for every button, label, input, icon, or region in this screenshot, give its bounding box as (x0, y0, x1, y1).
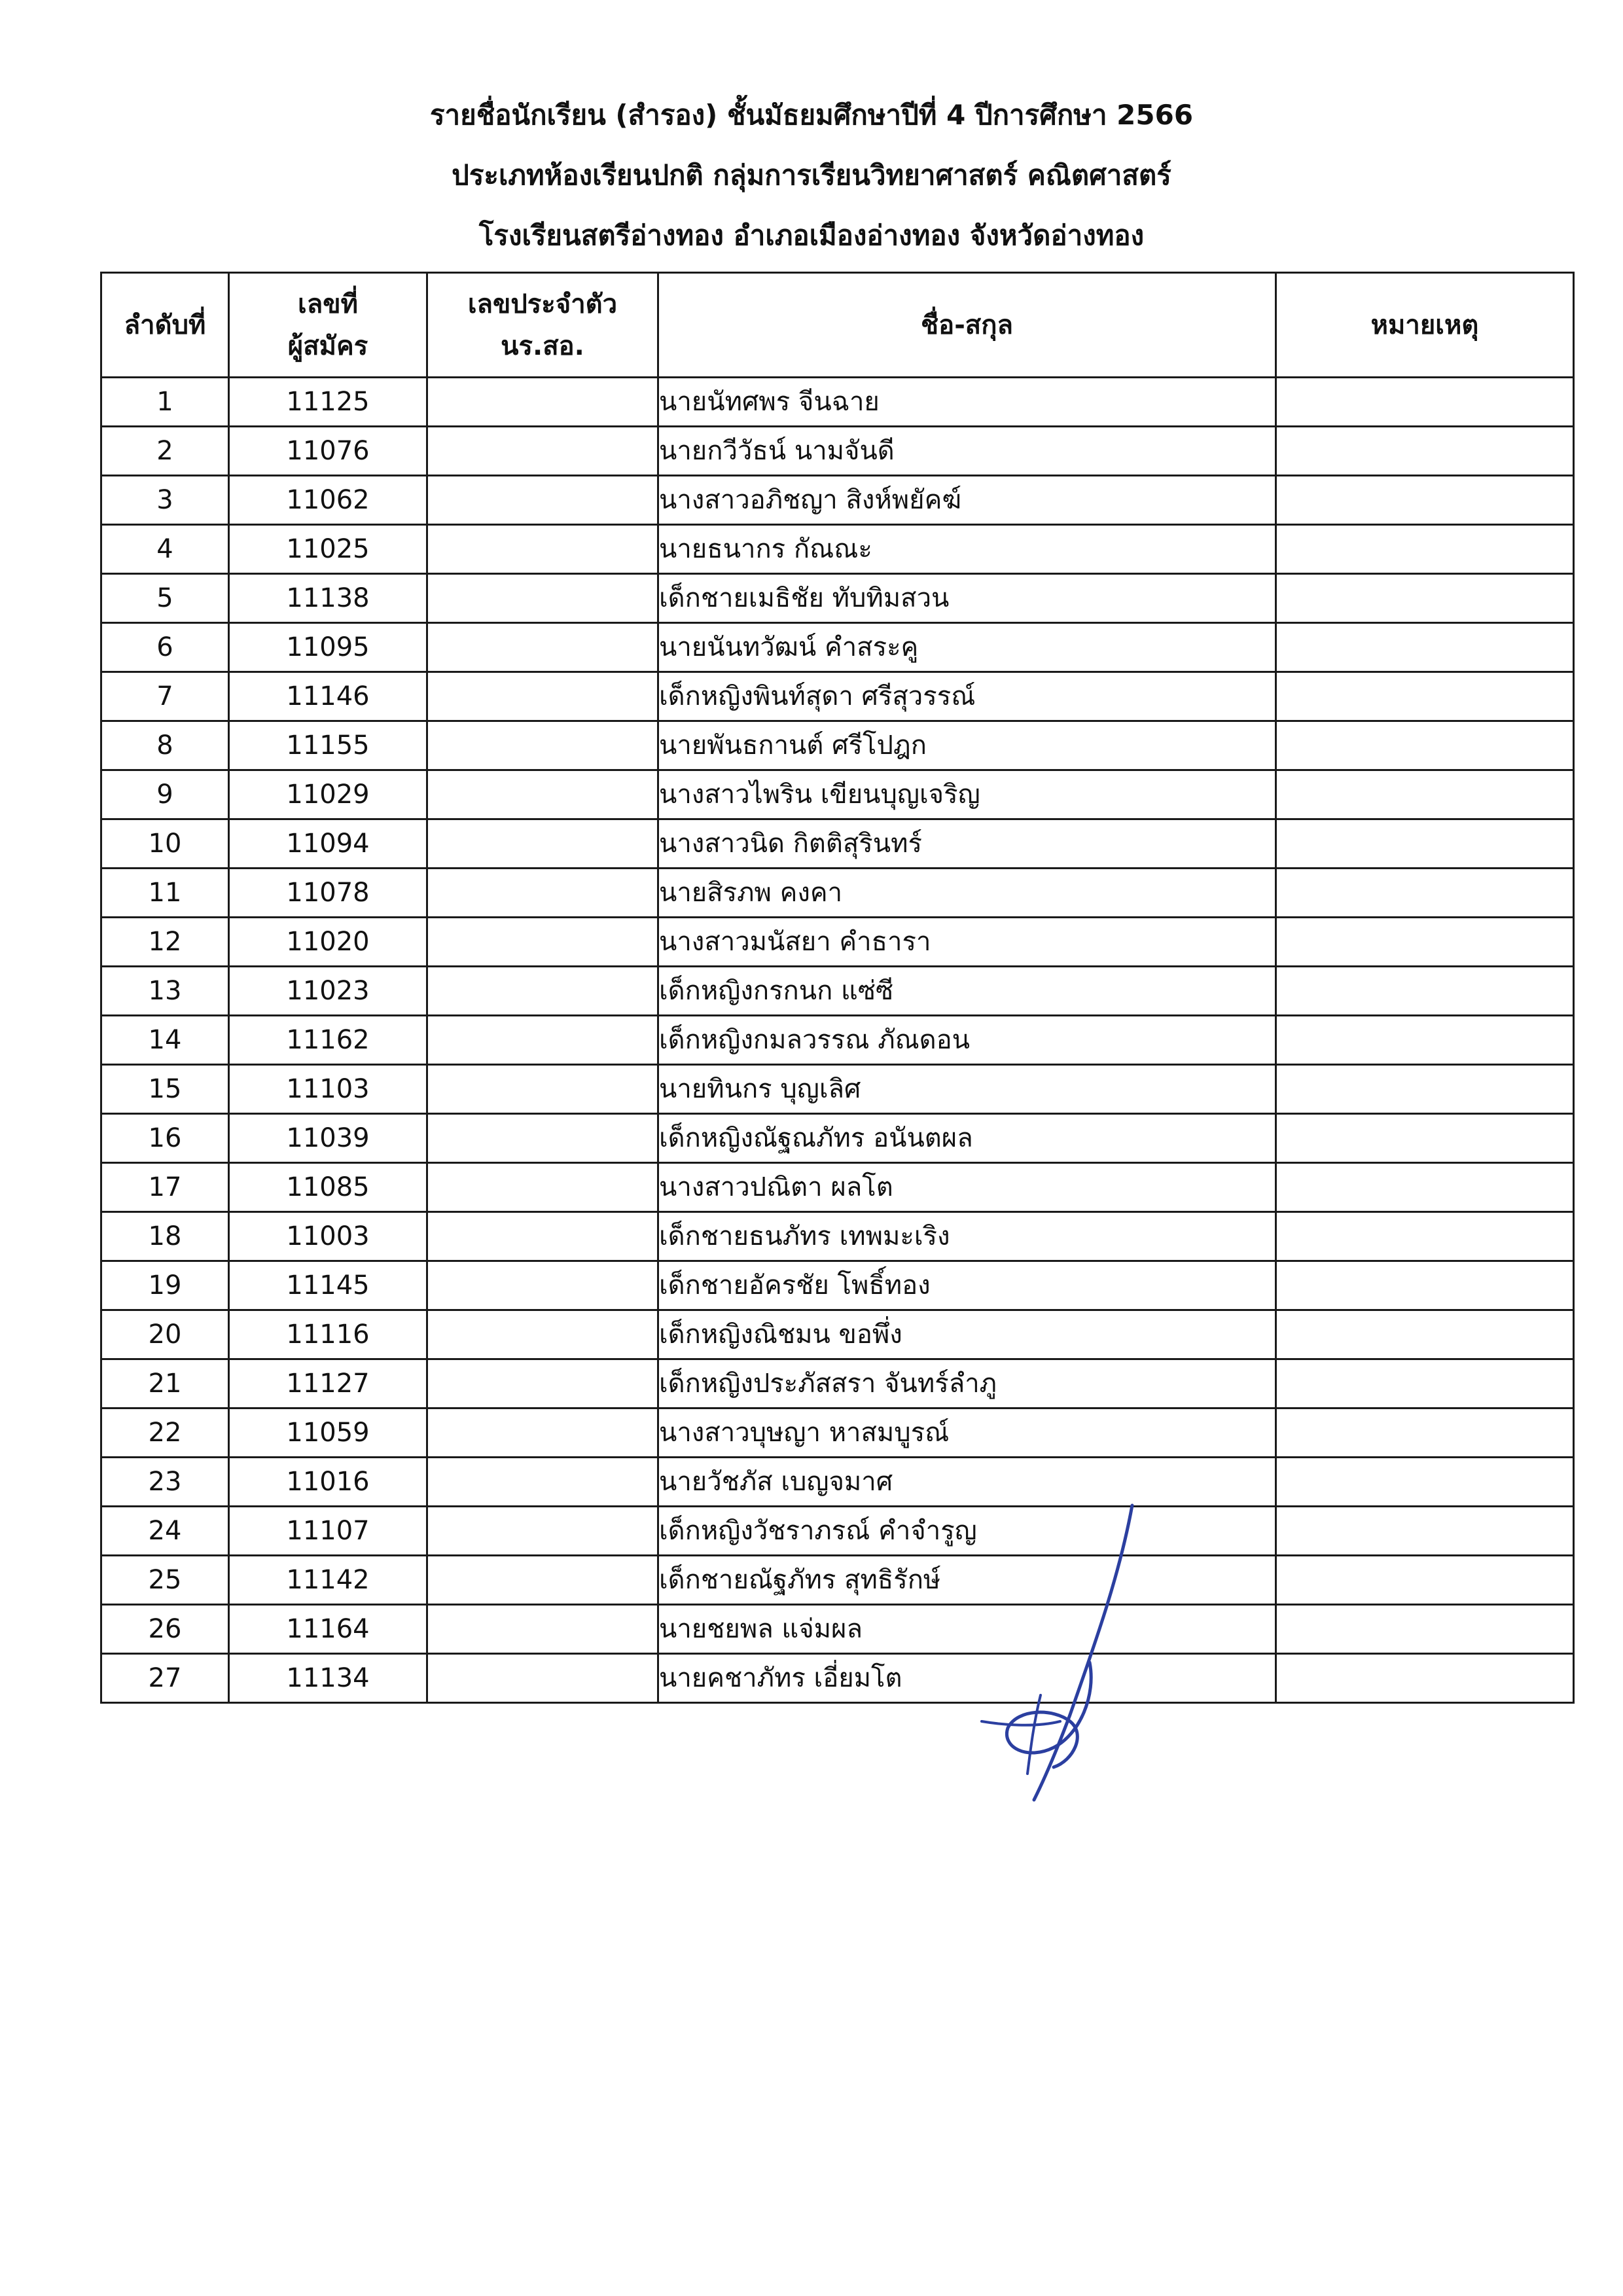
row-remark (1276, 918, 1574, 967)
table-row (101, 378, 1574, 427)
row-applicant-no: 11085 (229, 1163, 427, 1212)
row-remark (1276, 1016, 1574, 1065)
row-remark (1276, 770, 1574, 819)
row-student-id (427, 1114, 658, 1163)
document-header (0, 85, 1623, 266)
row-applicant-no: 11078 (229, 869, 427, 918)
row-remark (1276, 869, 1574, 918)
row-name: เด็กชายณัฐภัทร สุทธิรักษ์ (658, 1556, 1276, 1605)
table-row (101, 1016, 1574, 1065)
table-row (101, 1605, 1574, 1654)
row-name: นางสาวมนัสยา คำธารา (658, 918, 1276, 967)
table-row (101, 918, 1574, 967)
student-list-table (100, 272, 1575, 1704)
row-order: 23 (101, 1458, 229, 1507)
row-applicant-no: 11134 (229, 1654, 427, 1703)
table-row (101, 721, 1574, 770)
row-remark (1276, 1507, 1574, 1556)
row-student-id (427, 1359, 658, 1408)
row-name: เด็กชายอัครชัย โพธิ์ทอง (658, 1261, 1276, 1310)
row-applicant-no: 11059 (229, 1408, 427, 1458)
row-name: เด็กหญิงพินท์สุดา ศรีสุวรรณ์ (658, 672, 1276, 721)
row-applicant-no: 11062 (229, 476, 427, 525)
table-row (101, 476, 1574, 525)
row-student-id (427, 1261, 658, 1310)
row-student-id (427, 378, 658, 427)
row-remark (1276, 1212, 1574, 1261)
row-remark (1276, 525, 1574, 574)
table-row (101, 967, 1574, 1016)
row-name: เด็กหญิงกมลวรรณ ภัณดอน (658, 1016, 1276, 1065)
table-row (101, 672, 1574, 721)
row-order: 20 (101, 1310, 229, 1359)
row-name: นายนันทวัฒน์ คำสระคู (658, 623, 1276, 672)
row-order: 13 (101, 967, 229, 1016)
row-name: เด็กชายธนภัทร เทพมะเริง (658, 1212, 1276, 1261)
row-order: 14 (101, 1016, 229, 1065)
row-applicant-no: 11162 (229, 1016, 427, 1065)
row-name: เด็กหญิงประภัสสรา จันทร์ลำภู (658, 1359, 1276, 1408)
row-applicant-no: 11116 (229, 1310, 427, 1359)
row-student-id (427, 1605, 658, 1654)
row-student-id (427, 1458, 658, 1507)
row-name: นายธนากร กัณณะ (658, 525, 1276, 574)
row-applicant-no: 11095 (229, 623, 427, 672)
row-name: นายพันธกานต์ ศรีโปฎก (658, 721, 1276, 770)
row-remark (1276, 1163, 1574, 1212)
row-remark (1276, 672, 1574, 721)
row-remark (1276, 1654, 1574, 1703)
row-remark (1276, 623, 1574, 672)
row-remark (1276, 427, 1574, 476)
row-applicant-no: 11138 (229, 574, 427, 623)
row-student-id (427, 574, 658, 623)
row-order: 3 (101, 476, 229, 525)
row-order: 7 (101, 672, 229, 721)
row-name: นายสิรภพ คงคา (658, 869, 1276, 918)
row-student-id (427, 1408, 658, 1458)
row-order: 4 (101, 525, 229, 574)
row-remark (1276, 378, 1574, 427)
row-name: นายคชาภัทร เอี่ยมโต (658, 1654, 1276, 1703)
row-student-id (427, 1016, 658, 1065)
header-order: ลำดับที่ (101, 273, 229, 378)
header-name: ชื่อ-สกุล (658, 273, 1276, 378)
row-order: 25 (101, 1556, 229, 1605)
row-remark (1276, 1114, 1574, 1163)
table-row (101, 770, 1574, 819)
row-order: 22 (101, 1408, 229, 1458)
row-remark (1276, 574, 1574, 623)
table-row (101, 1556, 1574, 1605)
row-remark (1276, 967, 1574, 1016)
row-remark (1276, 476, 1574, 525)
table-row (101, 819, 1574, 869)
row-order: 1 (101, 378, 229, 427)
row-student-id (427, 721, 658, 770)
row-order: 26 (101, 1605, 229, 1654)
table-row (101, 1114, 1574, 1163)
row-applicant-no: 11125 (229, 378, 427, 427)
row-student-id (427, 672, 658, 721)
row-student-id (427, 967, 658, 1016)
row-order: 8 (101, 721, 229, 770)
header-remark: หมายเหตุ (1276, 273, 1574, 378)
row-student-id (427, 1212, 658, 1261)
table-row (101, 1065, 1574, 1114)
row-applicant-no: 11145 (229, 1261, 427, 1310)
row-student-id (427, 1507, 658, 1556)
row-order: 10 (101, 819, 229, 869)
row-remark (1276, 1261, 1574, 1310)
table-row (101, 623, 1574, 672)
row-applicant-no: 11164 (229, 1605, 427, 1654)
table-row (101, 427, 1574, 476)
row-order: 6 (101, 623, 229, 672)
row-name: นายทินกร บุญเลิศ (658, 1065, 1276, 1114)
table-row (101, 1507, 1574, 1556)
row-order: 2 (101, 427, 229, 476)
row-remark (1276, 1408, 1574, 1458)
table-row (101, 1163, 1574, 1212)
row-remark (1276, 1556, 1574, 1605)
row-name: นางสาวนิด กิตติสุรินทร์ (658, 819, 1276, 869)
row-applicant-no: 11076 (229, 427, 427, 476)
title-line-2: ประเภทห้องเรียนปกติ กลุ่มการเรียนวิทยาศาสตร์ คณิตศาสตร์ (452, 159, 1171, 191)
row-name: นายกวีวัธน์ นามจันดี (658, 427, 1276, 476)
table-row (101, 1408, 1574, 1458)
row-remark (1276, 819, 1574, 869)
row-applicant-no: 11020 (229, 918, 427, 967)
row-applicant-no: 11146 (229, 672, 427, 721)
table-header-row (101, 273, 1574, 378)
row-student-id (427, 427, 658, 476)
row-order: 5 (101, 574, 229, 623)
table-row (101, 1212, 1574, 1261)
row-applicant-no: 11029 (229, 770, 427, 819)
row-student-id (427, 918, 658, 967)
row-name: นายวัชภัส เบญจมาศ (658, 1458, 1276, 1507)
row-order: 24 (101, 1507, 229, 1556)
row-student-id (427, 1556, 658, 1605)
row-remark (1276, 1458, 1574, 1507)
row-order: 27 (101, 1654, 229, 1703)
row-student-id (427, 1163, 658, 1212)
row-applicant-no: 11127 (229, 1359, 427, 1408)
row-applicant-no: 11039 (229, 1114, 427, 1163)
row-applicant-no: 11025 (229, 525, 427, 574)
table-row (101, 1458, 1574, 1507)
header-student-id: เลขประจำตัว นร.สอ. (427, 273, 658, 378)
row-student-id (427, 1310, 658, 1359)
row-student-id (427, 1065, 658, 1114)
row-name: เด็กหญิงวัชราภรณ์ คำจำรูญ (658, 1507, 1276, 1556)
row-student-id (427, 623, 658, 672)
row-order: 18 (101, 1212, 229, 1261)
row-order: 17 (101, 1163, 229, 1212)
table-row (101, 1261, 1574, 1310)
row-applicant-no: 11016 (229, 1458, 427, 1507)
row-applicant-no: 11003 (229, 1212, 427, 1261)
row-applicant-no: 11023 (229, 967, 427, 1016)
row-applicant-no: 11142 (229, 1556, 427, 1605)
row-order: 21 (101, 1359, 229, 1408)
row-order: 15 (101, 1065, 229, 1114)
row-applicant-no: 11155 (229, 721, 427, 770)
title-line-3: โรงเรียนสตรีอ่างทอง อำเภอเมืองอ่างทอง จังหวัดอ่างทอง (478, 219, 1145, 251)
row-name: เด็กหญิงณัฐณภัทร อนันตผล (658, 1114, 1276, 1163)
signature-mark (955, 1499, 1152, 1806)
row-remark (1276, 1605, 1574, 1654)
row-name: เด็กชายเมธิชัย ทับทิมสวน (658, 574, 1276, 623)
row-name: นางสาวบุษญา หาสมบูรณ์ (658, 1408, 1276, 1458)
table-row (101, 525, 1574, 574)
row-name: นางสาวอภิชญา สิงห์พยัคฆ์ (658, 476, 1276, 525)
row-student-id (427, 525, 658, 574)
row-name: นายนัทศพร จีนฉาย (658, 378, 1276, 427)
row-student-id (427, 869, 658, 918)
row-name: เด็กหญิงกรกนก แซ่ซี (658, 967, 1276, 1016)
row-applicant-no: 11094 (229, 819, 427, 869)
table-row (101, 1654, 1574, 1703)
row-student-id (427, 770, 658, 819)
row-applicant-no: 11107 (229, 1507, 427, 1556)
row-student-id (427, 1654, 658, 1703)
row-remark (1276, 1359, 1574, 1408)
table-row (101, 1359, 1574, 1408)
row-order: 12 (101, 918, 229, 967)
row-order: 11 (101, 869, 229, 918)
row-name: นายชยพล แจ่มผล (658, 1605, 1276, 1654)
row-student-id (427, 476, 658, 525)
row-name: เด็กหญิงณิชมน ขอพึ่ง (658, 1310, 1276, 1359)
row-order: 9 (101, 770, 229, 819)
row-remark (1276, 721, 1574, 770)
title-line-1: รายชื่อนักเรียน (สำรอง) ชั้นมัธยมศึกษาปีที่ 4 ปีการศึกษา 2566 (429, 99, 1194, 131)
table-row (101, 574, 1574, 623)
row-remark (1276, 1310, 1574, 1359)
row-order: 19 (101, 1261, 229, 1310)
table-row (101, 1310, 1574, 1359)
row-applicant-no: 11103 (229, 1065, 427, 1114)
row-student-id (427, 819, 658, 869)
table-row (101, 869, 1574, 918)
row-remark (1276, 1065, 1574, 1114)
row-order: 16 (101, 1114, 229, 1163)
header-applicant-no: เลขที่ ผู้สมัคร (229, 273, 427, 378)
row-name: นางสาวปณิตา ผลโต (658, 1163, 1276, 1212)
row-name: นางสาวไพริน เขียนบุญเจริญ (658, 770, 1276, 819)
